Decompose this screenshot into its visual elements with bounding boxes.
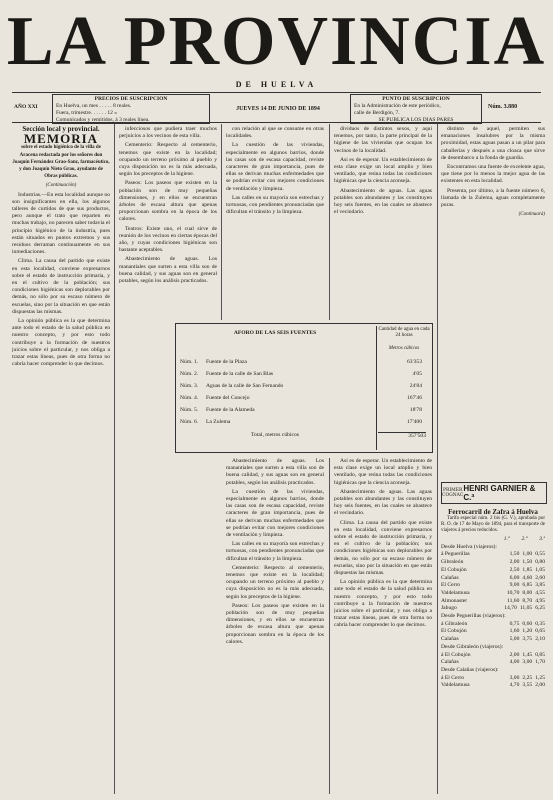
article-paragraph: Paseos: Los paseos que existen en la población son de muy pequeñas dimensiones, y en ellos se encuentran árboles de escasa altura que apenas proporcionan sombra en la época de los calores. [226,602,324,645]
continued-note: (Continuación) [45,183,77,189]
fare-route: Valdelamusa [441,682,470,689]
fare-third: 4,95 [535,597,545,604]
fare-row [441,575,545,583]
water-flow-table [175,323,433,453]
unit-header: Cantidad de agua en cada 24 horas [378,327,430,338]
fare-first: 1,60 [509,628,520,635]
fare-second: 3,75 [522,636,533,643]
article-paragraph: Abastecimiento de aguas. Los manantiales que surten a esta villa son de buena calidad, y sus aguas son en general potables, según los análisis practicados. [119,256,217,285]
column-1 [12,126,110,794]
fare-second: 1,00 [522,551,533,558]
total-label: Total, metros cúbicos [251,432,299,438]
column-rule [221,124,222,320]
fare-route: Desde Peguerillas (viajeros): [441,613,506,620]
fare-first: 2,00 [509,651,520,658]
fare-first: 4,70 [509,682,520,689]
fare-second: 8,70 [522,597,533,604]
point-line: calle de Berdigón, 7. [354,110,400,116]
fountain-number: Núm. 1. [180,359,199,365]
fare-description: Tarifa especial núm. 2 bis (G. V.), aprobada por R. O. de 17 de Mayo de 1894, para el transporte de viajeros á precios reducidos. [441,516,545,533]
fare-third: 2,00 [535,682,545,689]
fountain-flow: 63'353 [407,359,422,365]
fare-route: Valdelamusa [441,589,470,596]
fare-third: 0,55 [535,551,545,558]
water-table-row [180,404,430,416]
fountain-number: Núm. 2. [180,371,199,377]
article-paragraph: Abastecimiento de aguas. Los manantiales que surten a esta villa son de buena calidad, y sus aguas son en general potables, según los análisis practicados. [226,458,324,486]
issue-number: Núm. 3.880 [488,104,518,110]
fare-second: 1,50 [522,559,533,566]
fare-third: 0,35 [535,620,545,627]
fare-route: á Peguerillas [441,551,470,558]
fare-row [441,613,545,621]
fare-route: El Cerro [441,582,461,589]
unit-label: Metros cúbicos [388,346,420,351]
article-paragraph: con relación al que se consume en otras localidades. [226,126,324,140]
article-deck: sobre el estado higiénico de la villa de Aracena redactada por los señores don Joaquín Fernández Grao-Sanz, farmacéutico, y don Joaquín Nieto Grao, ayudante de Obras públicas. [12,145,110,180]
fare-row [441,636,545,644]
fare-first: 2,00 [509,559,520,566]
fare-second: 1,45 [522,651,533,658]
masthead-title: LA PROVINCIA [6,3,547,80]
article-paragraph: Las calles en su mayoría son estrechas y tortuosas, con pendientes pronunciadas que dificultan el tránsito y la limpieza. [226,194,324,216]
fare-route: Calañas [441,659,459,666]
article-headline: MEMORIA [23,131,99,147]
fare-first: 10,70 [506,589,520,596]
fare-row [441,628,545,636]
fare-second: 2,25 [522,674,533,681]
subscription-title: PRECIOS DE SUSCRIPCION [94,96,168,102]
fare-route: Gibraleón [441,559,464,566]
fare-route: á Gibraleón [441,620,468,627]
article-paragraph: Abastecimiento de aguas. Las aguas potables son abundantes y las constituyen hoy seis fuentes, en las cuales se abastece el vecindario. [334,187,432,216]
column-3 [226,126,324,320]
water-table-row [180,356,430,368]
fare-third: 0,65 [535,628,545,635]
water-table-row [180,416,430,428]
column-3-lower [226,458,324,794]
fare-third: 1,70 [535,659,545,666]
fare-header: 1.ª 2.ª 3.ª [503,536,545,542]
fare-row [441,590,545,598]
fare-first: 2,50 [509,566,520,573]
fare-second: 1,85 [522,566,533,573]
year-label: AÑO XXI [14,104,38,110]
ad-prefix: PRIMER COGNAC [442,488,464,498]
fare-second: 1,20 [522,628,533,635]
fare-third: 0,80 [535,559,545,566]
article-paragraph: infecciosos que pudiera traer muchos perjuicios a los vecinos de esta villa. [119,126,217,140]
column-rule [437,124,438,794]
issue-date: JUEVES 14 DE JUNIO DE 1894 [236,106,320,112]
article-paragraph: La opinión pública es la que determina ante todo el estado de la salud pública en nuestro concepto, y por esto todo contribuye a la formación de nuestros juicios sobre el particular, y nos obliga a trazar estas líneas, pues de otra forma no cabría hacer comprender lo que decimos. [12,318,110,368]
column-rule [329,458,330,794]
fountain-number: Núm. 4. [180,395,199,401]
fountain-flow: 167'46 [407,395,422,401]
fare-first: 3,00 [509,674,520,681]
masthead-subtitle: DE HUELVA [235,80,318,89]
fare-title: Ferrocarril de Zafra á Huelva [448,508,538,516]
subscription-point-box [350,94,482,124]
fountain-name: Fuente del Concejo [206,395,250,401]
section-heading: Sección local y provincial. [22,126,100,133]
fountain-name: La Zulema [206,419,231,425]
article-paragraph: Clima. La causa del partido que existe en esta localidad, conviene expresarnos sobre el estado de instrucción primaria, y en el cultivo de la población; sus condiciones higiénicas son deplorables por demás, no sólo por su escaso número de escuelas, sino por la situación en que están dispuestas las mismas. [12,258,110,315]
fare-route: Jabugo [441,605,457,612]
fare-route: El Cobujón [441,628,467,635]
fountain-number: Núm. 5. [180,407,199,413]
fountain-flow: 4'05 [412,371,422,377]
article-paragraph: Cementerio: Respecto al cementerio, tenemos que existe en la localidad; ocupando un terreno próximo al pueblo y cuya disposición no es la más adecuada, según los preceptos de la higiene. [226,564,324,600]
article-paragraph: La opinión pública es la que determina ante todo el estado de la salud pública en nuestro concepto, y por esto todo contribuye a la formación de nuestros juicios sobre el particular, y nos obliga a trazar estas líneas, pues de otra forma no cabría hacer comprender lo que decimos. [334,579,432,629]
fare-row [441,675,545,683]
fountain-name: Fuente de la Alameda [206,407,255,413]
price-line: Comunicados y remitidos, á 3 reales línea. [56,117,150,123]
fare-row [441,559,545,567]
fare-first: 4,00 [509,659,520,666]
fare-second: 6,85 [522,582,533,589]
fountain-flow: 18'78 [409,407,422,413]
fare-route: á El Cobujón [441,651,471,658]
continued-note: (Continuará) [518,212,545,218]
column-4 [334,126,432,320]
railway-fares [441,508,545,796]
fare-third: 1,05 [535,566,545,573]
fountain-flow: 24'84 [409,383,422,389]
fare-route: Desde Huelva (viajeros): [441,543,497,550]
top-rule [12,92,541,93]
fare-third: 0,85 [535,651,545,658]
fare-third: 2,10 [535,636,545,643]
price-line: En Huelva, un mes . . . . . 8 reales. [56,103,132,109]
article-paragraph: Clima. La causa del partido que existe en esta localidad, conviene expresarnos sobre el estado de instrucción primaria, y en el cultivo de la población; sus condiciones higiénicas son deplorables por demás, no sólo por su escaso número de escuelas, sino por la situación en que están dispuestas las mismas. [334,519,432,577]
fare-route: Desde Calañas (viajeros): [441,666,499,673]
fare-second: 3,00 [522,659,533,666]
water-table-row [180,380,430,392]
fare-row [441,551,545,559]
fountain-name: Aguas de la calle de San Fernando [206,383,284,389]
article-paragraph: Las calles en su mayoría son estrechas y tortuosas, con pendientes pronunciadas que dificultan el tránsito y la limpieza. [226,541,324,562]
article-paragraph: distinto de aquel, permiten sus emanaciones insalubres por la misma proximidad, estas aguas pasan a un pilar para caballerías y después a una cloaca que sirve de desembarco a la fonda de guardia. [441,126,545,161]
fare-row [441,659,545,667]
fare-row [441,598,545,606]
column-5 [441,126,545,478]
article-paragraph: Paseos: Los paseos que existen en la población son de muy pequeñas dimensiones, y en ellos se encuentran árboles de escasa altura que apenas proporcionan sombra en la época de los calores. [119,180,217,223]
fare-third: 2,60 [535,574,545,581]
article-paragraph: Abastecimiento de aguas. Las aguas potables son abundantes y las constituyen hoy seis fuentes, en las cuales se abastece el vecindario. [334,488,432,517]
fare-first: 5,00 [509,636,520,643]
article-paragraph: La cuestión de las viviendas, especialmente en algunos barrios, donde las casas son de escasa capacidad, reviste caracteres de gran importancia, pues de ellas se derivan muchas enfermedades que se podrían evitar con mejores condiciones de ventilación y limpieza. [226,488,324,539]
fare-route: á El Cerro [441,674,464,681]
fountain-name: Fuente de la calle de San Blas [206,371,274,377]
fare-second: 8,00 [522,589,533,596]
article-paragraph: La cuestión de las viviendas, especialmente en algunos barrios, donde las casas son de escasa capacidad, reviste caracteres de gran importancia, pues de ellas se derivan muchas enfermedades que se podrían evitar con mejores condiciones de ventilación y limpieza. [226,142,324,192]
fare-row [441,667,545,675]
subscription-box [52,94,210,124]
article-paragraph: Encontramos una fuente de excelente agua, que tiene por lo menos la mejor agua de las existentes en esta localidad. [441,164,545,185]
price-line: Fuera, trimestre. . . . . . 12 » [56,110,117,116]
table-title: AFORO DE LAS SEIS FUENTES [233,330,317,336]
fare-second: 11,05 [519,605,533,612]
fare-row [441,682,545,690]
fare-first: 0,75 [509,620,520,627]
fare-route: Calañas [441,574,459,581]
article-paragraph: Teatros: Existe uno, el cual sirve de reunión de los vecinos en ciertas épocas del año, y cuyas condiciones higiénicas son bastante aceptables. [119,225,217,254]
header-rule [12,122,541,123]
fare-row [441,582,545,590]
fare-row [441,621,545,629]
article-paragraph: Cementerio: Respecto al cementerio, tenemos que existe en la localidad; ocupando un terreno próximo al pueblo y cuya disposición no es la más adecuada, según los preceptos de la higiene. [119,142,217,178]
fare-first: 6,00 [509,574,520,581]
article-paragraph: Presenta, por último, a la fuente número 6, llamada de la Zulema, aguas completamente puras. [441,187,545,209]
column-rule [114,124,115,794]
column-2 [119,126,217,794]
fare-route: Calañas [441,636,459,643]
article-paragraph: dividuos de distintos sexos, y aquí tenemos, por tanto, la parte principal de la higiene de las viviendas que ocupan los vecinos de la localidad. [334,126,432,154]
article-paragraph: Así es de esperar. Un establecimiento de esta clase exige un local amplio y bien ventilado, que reúna todas las condiciones higiénicas que la ciencia aconseja. [334,458,432,486]
fountain-name: Fuente de la Plaza [206,359,247,365]
water-table-row [180,368,430,380]
column-4-lower [334,458,432,794]
fare-second: 0,60 [522,620,533,627]
fare-row [441,652,545,660]
fare-route: El Cobujón [441,566,467,573]
fare-row [441,567,545,575]
fare-row [441,544,545,552]
point-line: SE PUBLICA LOS DIAS PARES [378,117,454,123]
fountain-flow: 17'400 [407,419,422,425]
article-paragraph: Así es de esperar. Un establecimiento de esta clase exige un local amplio y bien ventilado, que reúna todas las condiciones higiénicas que la ciencia aconseja. [334,156,432,185]
cognac-advertisement [441,482,547,504]
water-table-row [180,392,430,404]
fare-third: 4,55 [535,589,545,596]
fare-row [441,644,545,652]
fare-third: 3,85 [535,582,545,589]
fare-first: 14,70 [504,605,517,612]
ad-brand: HENRI GARNIER & C.ª [463,484,536,502]
fare-third: 1,25 [535,674,545,681]
fare-second: 3,55 [522,682,533,689]
fare-third: 6,25 [535,605,545,612]
fare-first: 11,60 [507,597,520,604]
point-title: PUNTO DE SUSCRIPCION [382,96,450,102]
point-line: En la Administración de este periódico, [354,103,441,109]
fare-first: 1,50 [509,551,520,558]
article-paragraph: Industrias.—En esta localidad aunque no son insignificantes en ella, los algunos talleres de curtidos de que sus productos, pero aunque el trato que reparten en muchas trabajo, no parecen saber todavía el principio higiénico de la industria, pues están situados en puntos extremos y sus residuos derraman continuamente en sus inmediaciones. [12,191,110,256]
fare-second: 4,60 [522,574,533,581]
fare-first: 9,00 [509,582,520,589]
fare-route: Almonaster [441,597,468,604]
total-value: 357'503 [378,432,426,439]
fountain-number: Núm. 3. [180,383,199,389]
fountain-number: Núm. 6. [180,419,199,425]
fare-route: Desde Gibraleón (viajeros): [441,643,504,650]
fare-row [441,605,545,613]
column-rule [329,124,330,320]
